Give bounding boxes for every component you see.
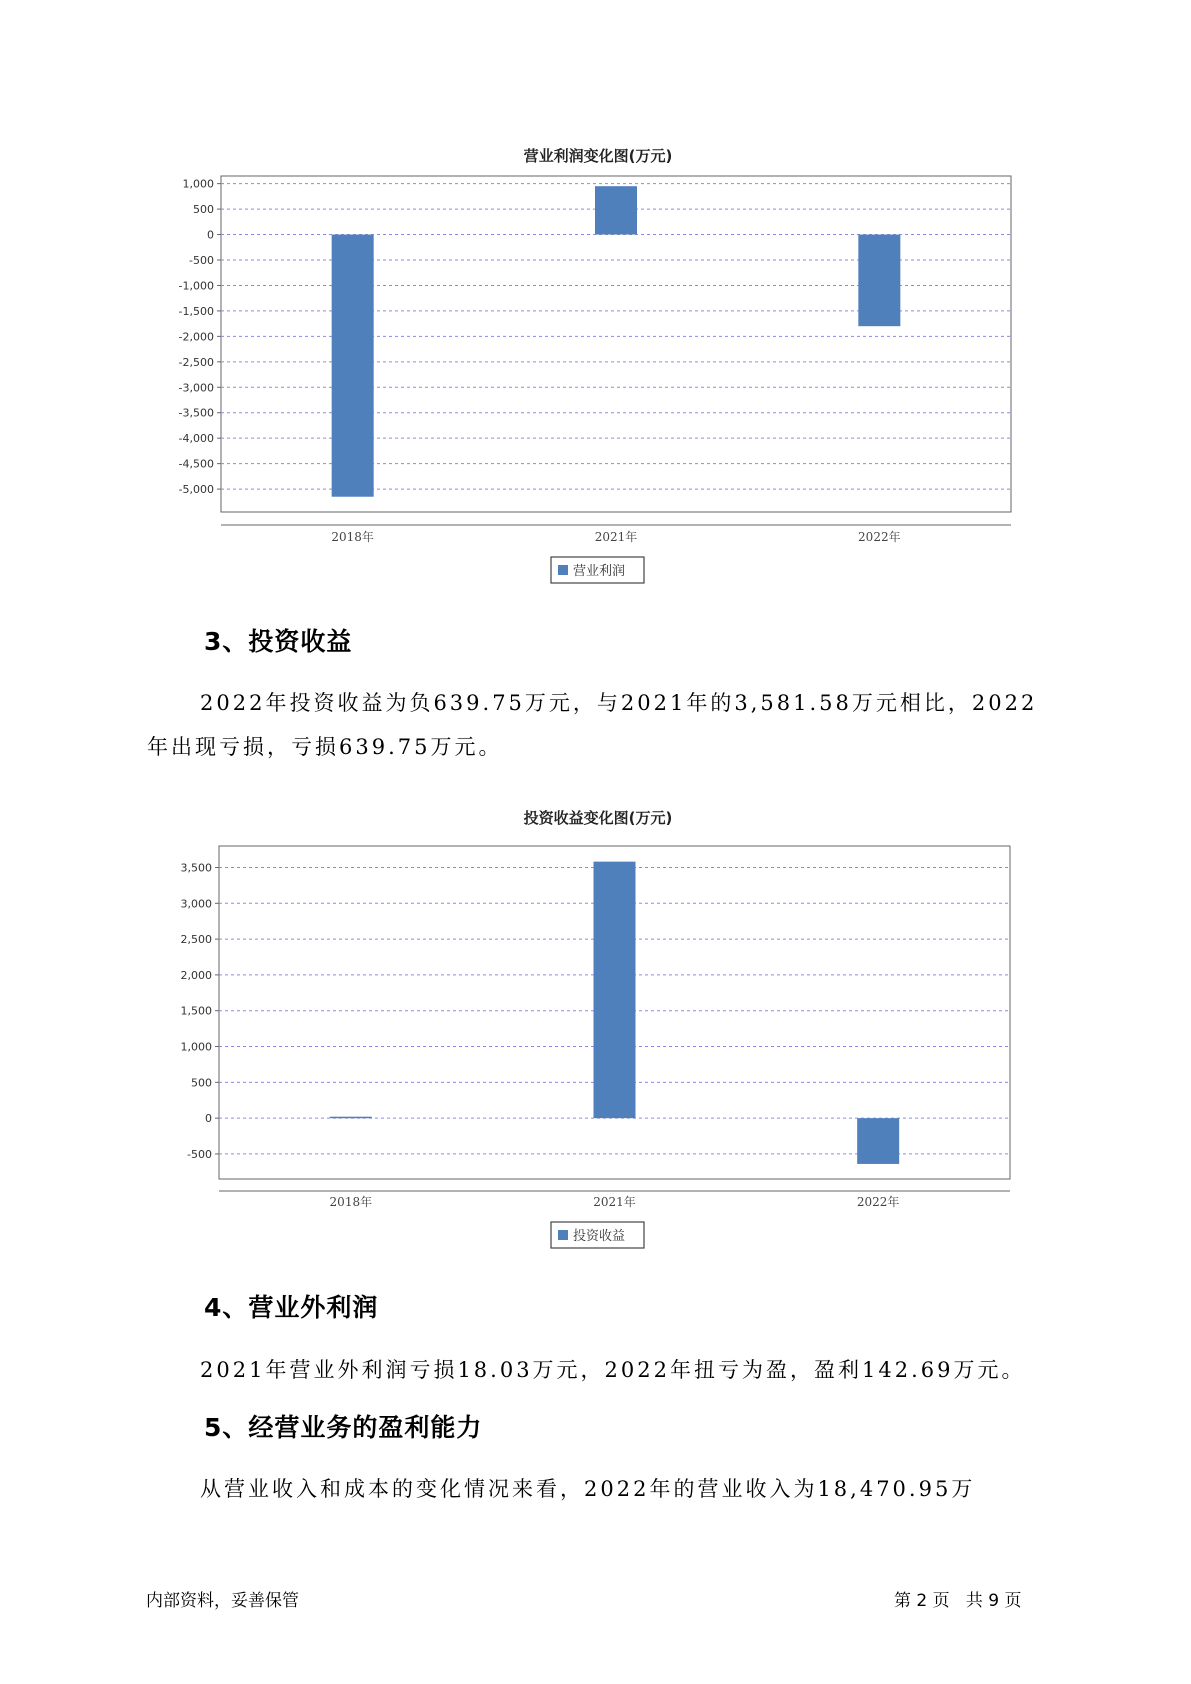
- y-tick-label: -1,500: [178, 304, 214, 318]
- y-tick-label: 500: [191, 1076, 212, 1090]
- x-category-label: 2022年: [858, 530, 901, 544]
- y-tick-label: 2,500: [180, 933, 212, 947]
- paragraph-line: 2022年投资收益为负639.75万元，与2021年的3,581.58万元相比，2022: [200, 691, 1038, 715]
- legend-label: 营业利润: [573, 564, 626, 579]
- y-tick-label: 0: [207, 228, 214, 242]
- x-category-label: 2018年: [329, 1195, 373, 1209]
- paragraph-line: 年出现亏损，亏损639.75万元。: [147, 735, 503, 759]
- y-tick-label: -2,500: [178, 355, 214, 369]
- paragraph-line: 从营业收入和成本的变化情况来看，2022年的营业收入为18,470.95万: [200, 1477, 976, 1501]
- y-tick-label: 500: [193, 203, 214, 217]
- section-heading-non-operating-profit: 4、营业外利润: [204, 1293, 379, 1322]
- legend-swatch: [558, 1230, 568, 1240]
- y-tick-label: -4,500: [178, 457, 214, 471]
- chart-title: 营业利润变化图(万元): [523, 147, 673, 165]
- x-category-label: 2022年: [856, 1195, 900, 1209]
- x-category-label: 2021年: [593, 1195, 636, 1209]
- y-tick-label: 3,500: [180, 861, 212, 875]
- y-tick-label: -2,000: [178, 330, 214, 344]
- footer-page-number: 第 2 页 共 9 页: [894, 1591, 1022, 1611]
- y-tick-label: 1,500: [180, 1004, 212, 1018]
- footer-confidential-note: 内部资料，妥善保管: [146, 1591, 299, 1611]
- paragraph-line: 2021年营业外利润亏损18.03万元，2022年扭亏为盈，盈利142.69万元。: [200, 1358, 1026, 1382]
- y-tick-label: -3,000: [178, 381, 214, 395]
- y-tick-label: -500: [187, 1147, 212, 1161]
- bar-2022年: [857, 1118, 899, 1164]
- y-tick-label: -500: [189, 254, 214, 267]
- chart-legend: [551, 1222, 644, 1248]
- y-tick-label: 2,000: [180, 968, 212, 982]
- section-heading-investment-income: 3、投资收益: [204, 627, 353, 656]
- y-tick-label: 1,000: [180, 1040, 212, 1054]
- x-category-label: 2018年: [331, 530, 374, 544]
- y-tick-label: -4,000: [178, 432, 214, 446]
- y-tick-label: -1,000: [178, 279, 214, 293]
- y-tick-label: 3,000: [180, 897, 212, 911]
- legend-label: 投资收益: [573, 1229, 626, 1244]
- y-tick-label: -5,000: [178, 483, 214, 497]
- bar-2021年: [594, 862, 636, 1118]
- x-category-label: 2021年: [594, 530, 638, 544]
- bar-2018年: [330, 1117, 372, 1119]
- section-heading-profitability: 5、经营业务的盈利能力: [204, 1413, 483, 1442]
- y-tick-label: 1,000: [182, 177, 214, 191]
- y-tick-label: -3,500: [178, 406, 214, 420]
- chart-title: 投资收益变化图(万元): [523, 809, 673, 827]
- y-tick-label: 0: [205, 1112, 212, 1126]
